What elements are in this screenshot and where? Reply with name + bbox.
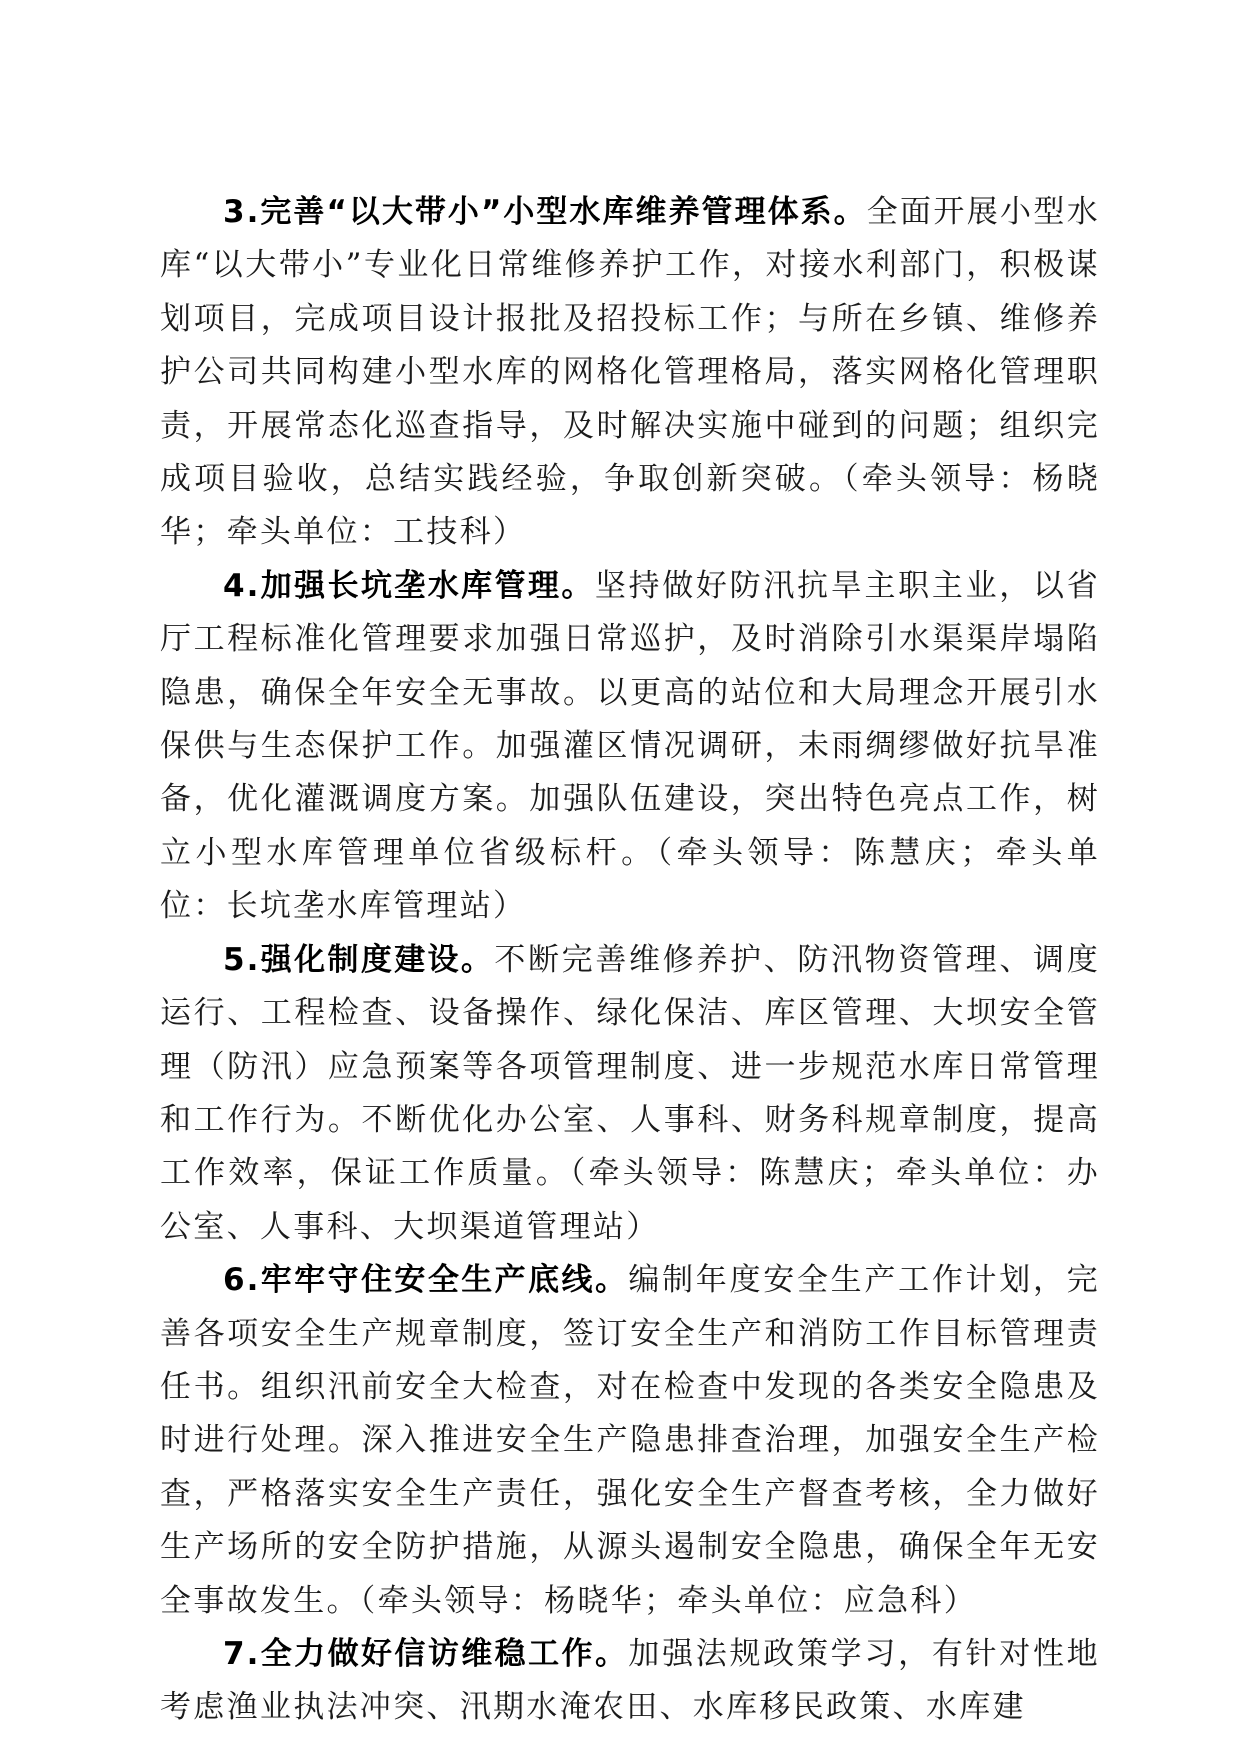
- paragraph-heading: 4.加强长坑垄水库管理。: [223, 567, 595, 604]
- paragraph-6: [160, 1254, 1100, 1628]
- paragraph-text: 不断完善维修养护、防汛物资管理、调度运行、工程检查、设备操作、绿化保洁、库区管理、大坝安全管理（防汛）应急预案等各项管理制度、进一步规范水库日常管理和工作行为。不断优化办公室、人事科、财务科规章制度，提高工作效率，保证工作质量。（牵头领导：陈慧庆；牵头单位：办公室、人事科、大坝渠道管理站）: [160, 941, 1100, 1245]
- paragraph-heading: 6.牢牢守住安全生产底线。: [223, 1262, 629, 1299]
- paragraph-text: 加强法规政策学习，有针对性地考虑渔业执法冲突、汛期水淹农田、水库移民政策、水库建: [160, 1635, 1100, 1726]
- paragraph-3: [160, 186, 1100, 560]
- paragraph-heading: 3.完善“以大带小”小型水库维养管理体系。: [223, 194, 867, 230]
- paragraph-4: [160, 560, 1100, 934]
- paragraph-heading: 5.强化制度建设。: [223, 941, 495, 978]
- paragraph-heading: 7.全力做好信访维稳工作。: [223, 1635, 629, 1672]
- paragraph-5: [160, 934, 1100, 1254]
- document-body: [160, 186, 1100, 1735]
- paragraph-text: 全面开展小型水库“以大带小”专业化日常维修养护工作，对接水利部门，积极谋划项目，完成项目设计报批及招投标工作；与所在乡镇、维修养护公司共同构建小型水库的网格化管理格局，落实网格化管理职责，开展常态化巡查指导，及时解决实施中碰到的问题；组织完成项目验收，总结实践经验，争取创新突破。（牵头领导：杨晓华；牵头单位：工技科）: [160, 194, 1101, 551]
- paragraph-text: 坚持做好防汛抗旱主职主业，以省厅工程标准化管理要求加强日常巡护，及时消除引水渠渠岸塌陷隐患，确保全年安全无事故。以更高的站位和大局理念开展引水保供与生态保护工作。加强灌区情况调研，未雨绸缪做好抗旱准备，优化灌溉调度方案。加强队伍建设，突出特色亮点工作，树立小型水库管理单位省级标杆。（牵头领导：陈慧庆；牵头单位：长坑垄水库管理站）: [160, 567, 1100, 925]
- paragraph-text: 编制年度安全生产工作计划，完善各项安全生产规章制度，签订安全生产和消防工作目标管理责任书。组织汛前安全大检查，对在检查中发现的各类安全隐患及时进行处理。深入推进安全生产隐患排查治理，加强安全生产检查，严格落实安全生产责任，强化安全生产督查考核，全力做好生产场所的安全防护措施，从源头遏制安全隐患，确保全年无安全事故发生。（牵头领导：杨晓华；牵头单位：应急科）: [160, 1262, 1100, 1619]
- paragraph-7: [160, 1628, 1100, 1735]
